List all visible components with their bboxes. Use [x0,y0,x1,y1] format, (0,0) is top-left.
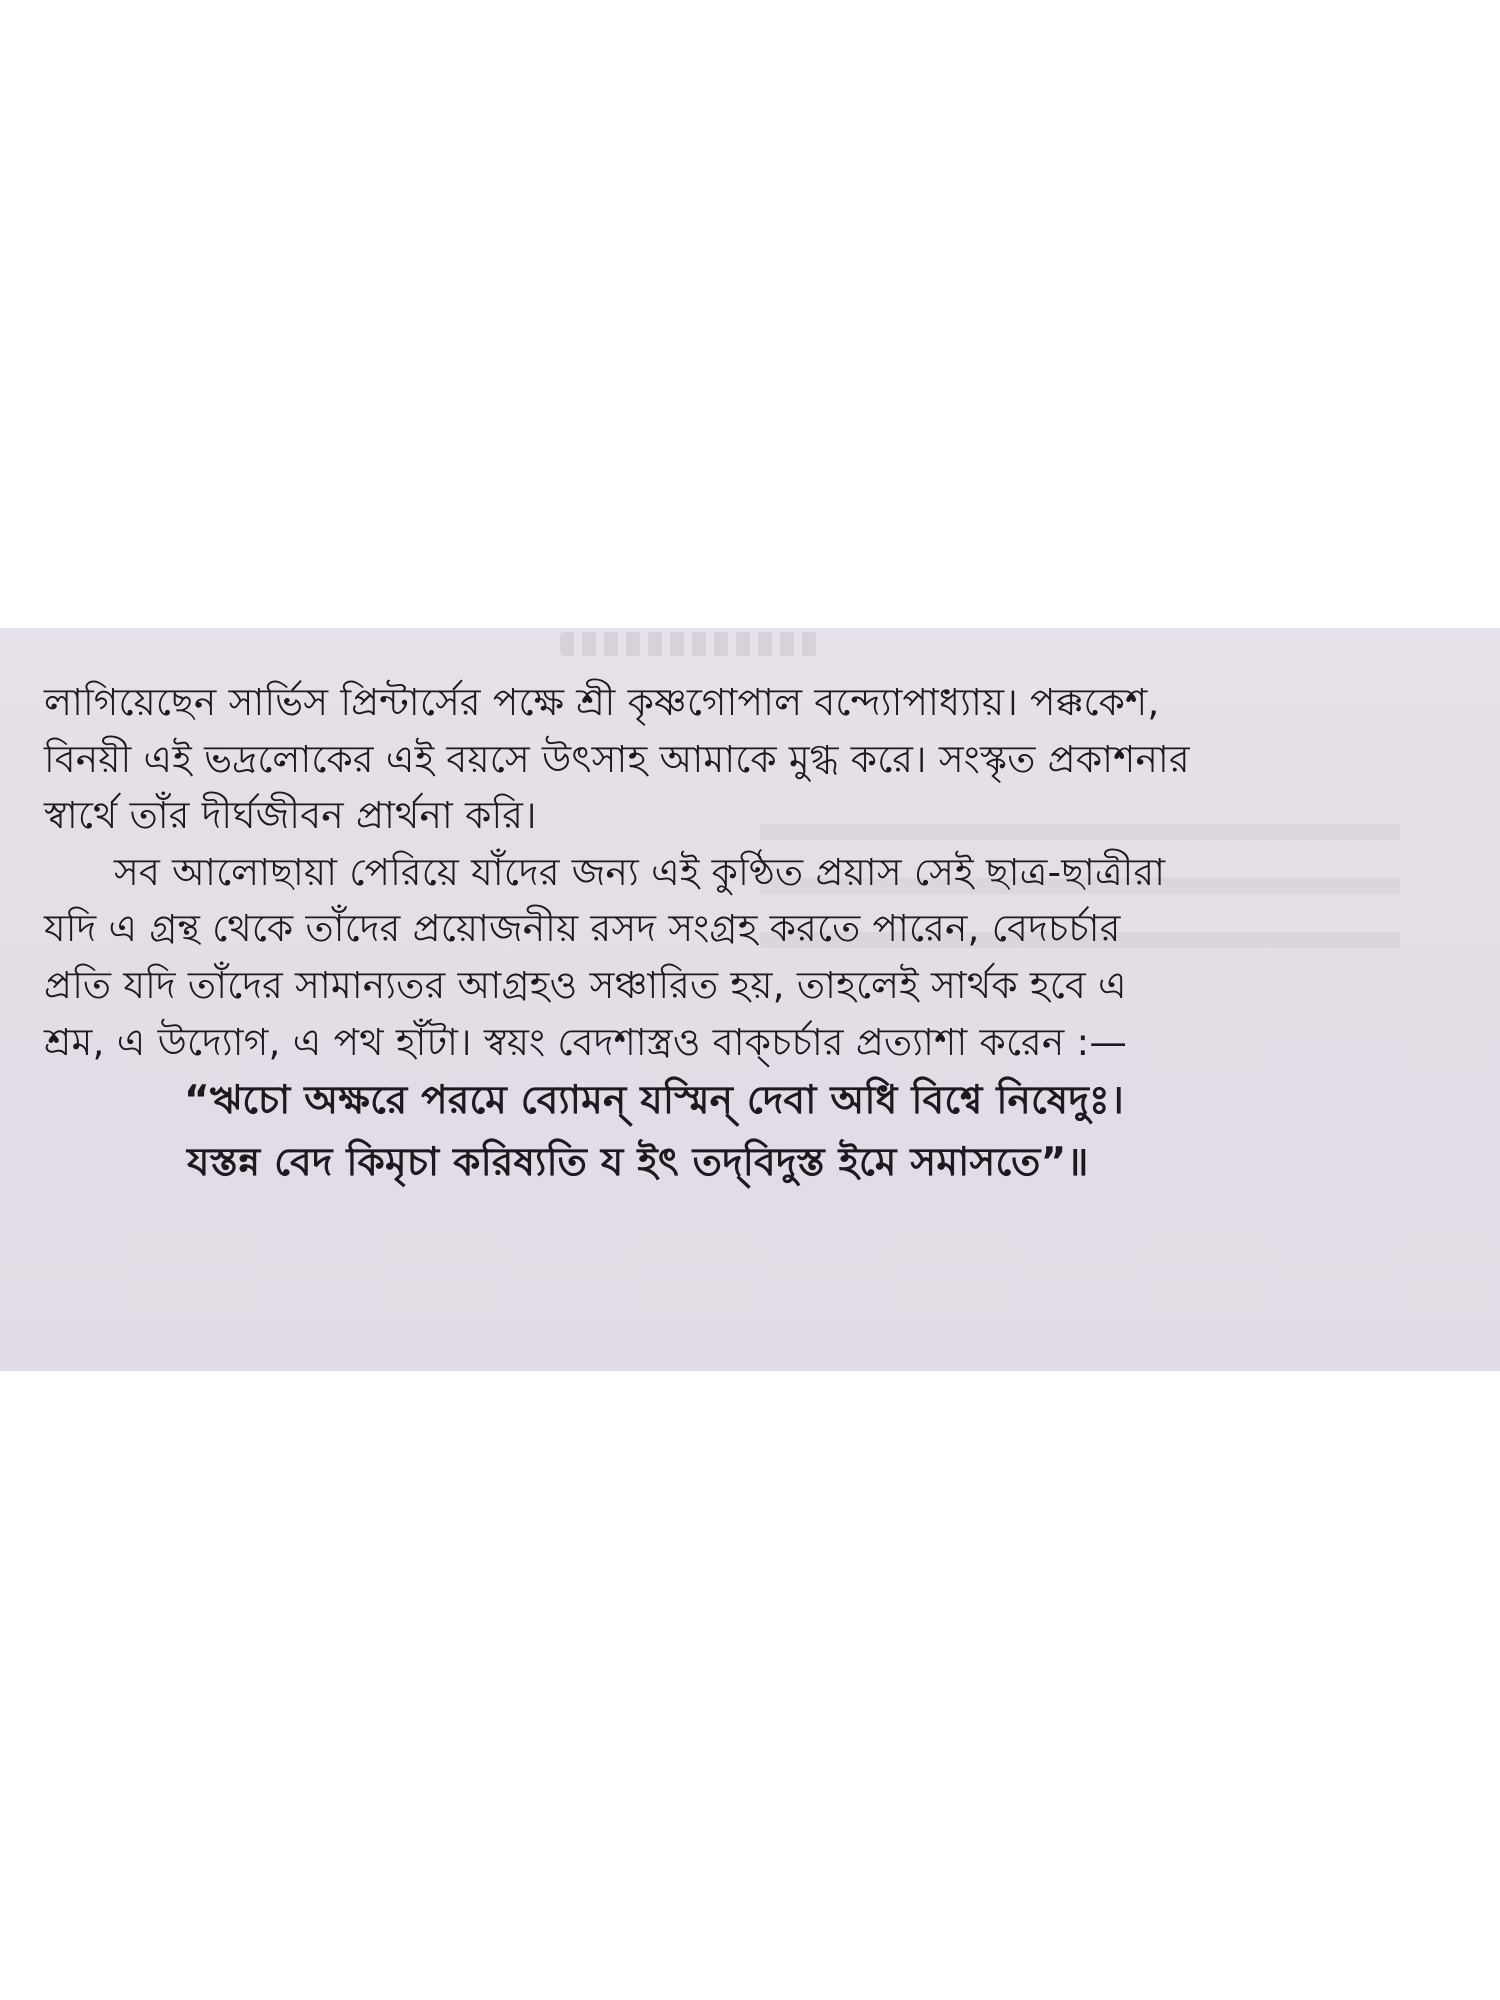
text-line: স্বার্থে তাঁর দীর্ঘজীবন প্রার্থনা করি। [44,793,537,838]
verse-line: “ঋচো অক্ষরে পরমে ব্যোমন্ যস্মিন্ দেবা অধি বিশ্বে নিষেদুঃ। [184,1078,1124,1124]
paragraph-2 [44,844,1464,1070]
text-line: প্রতি যদি তাঁদের সামান্যতর আগ্রহও সঞ্চারিত হয়, তাহলেই সার্থক হবে এ [44,962,1127,1007]
scanned-page-excerpt [0,628,1500,1371]
text-line: যদি এ গ্রন্থ থেকে তাঁদের প্রয়োজনীয় রসদ সংগ্রহ করতে পারেন, বেদচর্চার [44,906,1121,951]
verse-line: যস্তন্ন বেদ কিমৃচা করিষ্যতি য ইৎ তদ্‌বিদুস্ত ইমে সমাসতে”॥ [187,1140,1089,1186]
text-line: শ্রম, এ উদ্যোগ, এ পথ হাঁটা। স্বয়ং বেদশাস্ত্রও বাক্‌চর্চার প্রত্যাশা করেন :— [44,1019,1128,1064]
paragraph-1 [44,674,1464,844]
text-line: সব আলোছায়া পেরিয়ে যাঁদের জন্য এই কুণ্ঠিত প্রয়াস সেই ছাত্র-ছাত্রীরা [114,849,1166,894]
text-line: লাগিয়েছেন সার্ভিস প্রিন্টার্সের পক্ষে শ্রী কৃষ্ণগোপাল বন্দ্যোপাধ্যায়। পক্ককেশ, [44,680,1160,724]
show-through-print [560,632,820,656]
text-line: বিনয়ী এই ভদ্রলোকের এই বয়সে উৎসাহ আমাকে মুগ্ধ করে। সংস্কৃত প্রকাশনার [44,736,1190,781]
vedic-verse [44,1070,1464,1194]
